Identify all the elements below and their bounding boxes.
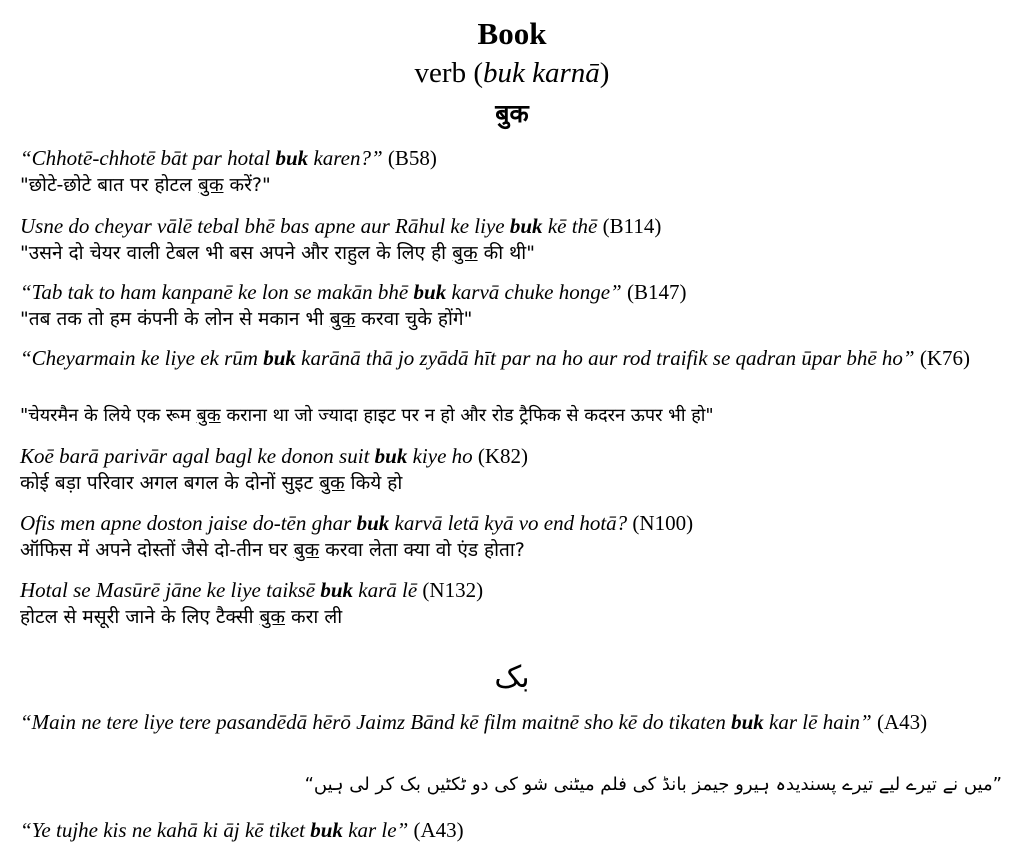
lat-part: “Tab tak to ham kanpanē ke lon se makān bhē xyxy=(20,280,414,304)
pos-transliteration: buk karnā xyxy=(482,57,600,89)
keyword: buk xyxy=(310,818,343,842)
hin-keyword: बुक xyxy=(319,472,345,494)
hin-part: करें?" xyxy=(223,174,271,196)
hin-part: कराना था जो ज्यादा हाइट पर न हो और रोड ट्रैफिक से कदरन ऊपर भी हो" xyxy=(220,405,714,426)
lat-part: karānā thā jo zyādā hīt par na ho aur rod traifik se qadran ūpar bhē ho” xyxy=(295,346,915,370)
example-devanagari xyxy=(20,306,472,333)
hin-keyword: बुक xyxy=(198,174,224,196)
lat-part: Usne do cheyar vālē tebal bhē bas apne aur Rāhul ke liye xyxy=(20,214,510,238)
hin-keyword: बुक xyxy=(452,242,478,264)
lat-part: karvā chuke honge” xyxy=(446,280,622,304)
hin-part: करवा चुके होंगे" xyxy=(355,308,473,330)
example-devanagari xyxy=(20,172,271,199)
example-devanagari xyxy=(20,470,402,497)
urdu-heading: بک xyxy=(494,660,530,695)
hin-part: होटल से मसूरी जाने के लिए टैक्सी xyxy=(20,606,260,628)
hin-part: करवा लेता क्या वो एंड होता? xyxy=(319,539,525,561)
example-transliteration xyxy=(20,443,528,469)
lat-part: kē thē xyxy=(542,214,598,238)
lat-part: Hotal se Masūrē jāne ke liye taiksē xyxy=(20,578,321,602)
keyword: buk xyxy=(509,214,543,238)
example-transliteration xyxy=(20,577,483,603)
keyword: buk xyxy=(275,146,309,170)
example-devanagari xyxy=(20,240,535,267)
keyword: buk xyxy=(731,710,764,734)
devanagari-heading: बुक xyxy=(495,99,529,128)
example-transliteration xyxy=(20,145,437,171)
example-transliteration xyxy=(20,279,686,305)
hin-part: "उसने दो चेयर वाली टेबल भी बस अपने और राहुल के लिए ही xyxy=(20,242,453,264)
keyword: buk xyxy=(263,346,296,370)
example-devanagari xyxy=(20,604,342,631)
keyword: buk xyxy=(413,280,447,304)
lat-part: Ofis men apne doston jaise do-tēn ghar xyxy=(20,511,357,535)
example-devanagari xyxy=(20,537,525,564)
lat-part: Koē barā parivār agal bagl ke donon suit xyxy=(20,444,375,468)
lat-part: “Chhotē-chhotē bāt par hotal xyxy=(20,146,276,170)
lat-part: kar le” xyxy=(342,818,409,842)
headword: Book xyxy=(477,16,547,51)
source-ref: (B114) xyxy=(597,214,662,238)
keyword: buk xyxy=(320,578,354,602)
source-ref: (N100) xyxy=(627,511,694,535)
lat-part: karen?” xyxy=(308,146,383,170)
hin-part: कोई बड़ा परिवार अगल बगल के दोनों सुइट xyxy=(20,472,320,494)
hin-part: ऑफिस में अपने दोस्तों जैसे दो-तीन घर xyxy=(20,539,294,561)
keyword: buk xyxy=(356,511,390,535)
source-ref: (K82) xyxy=(472,444,529,468)
part-of-speech xyxy=(0,54,1024,92)
source-ref: (A43) xyxy=(871,710,928,734)
hin-keyword: बुक xyxy=(329,308,356,330)
pos-prefix: verb ( xyxy=(414,57,483,89)
example-transliteration xyxy=(20,817,464,843)
hin-keyword: बुक xyxy=(196,405,221,426)
source-ref: (B147) xyxy=(621,280,687,304)
lat-part: “Main ne tere liye tere pasandēdā hērō Jaimz Bānd kē film maitnē sho kē do tikaten xyxy=(20,710,732,734)
lat-part: kar lē hain” xyxy=(763,710,872,734)
hin-part: "चेयरमैन के लिये एक रूम xyxy=(20,405,197,426)
hin-part: करा ली xyxy=(285,606,343,628)
lat-part: “Cheyarmain ke liye ek rūm xyxy=(20,346,264,370)
lat-part: “Ye tujhe kis ne kahā ki āj kē tiket xyxy=(20,818,311,842)
example-urdu: ”میں نے تیرے لیے تیرے پسندیدہ ہیرو جیمز بانڈ کی فلم میٹنی شو کی دو ٹکٹیں بک کر لی ہیں“ xyxy=(304,774,1002,795)
hin-part: "छोटे-छोटे बात पर होटल xyxy=(20,174,199,196)
example-transliteration xyxy=(20,345,1005,371)
keyword: buk xyxy=(374,444,408,468)
example-devanagari xyxy=(20,402,714,429)
lat-part: karā lē xyxy=(353,578,418,602)
hin-part: किये हो xyxy=(344,472,403,494)
source-ref: (N132) xyxy=(417,578,484,602)
source-ref: (A43) xyxy=(408,818,464,842)
lat-part: karvā letā kyā vo end hotā? xyxy=(389,511,628,535)
hin-part: "तब तक तो हम कंपनी के लोन से मकान भी xyxy=(20,308,330,330)
source-ref: (B58) xyxy=(382,146,437,170)
example-transliteration xyxy=(20,510,693,536)
example-transliteration xyxy=(20,213,661,239)
example-transliteration xyxy=(20,709,1005,735)
hin-part: की थी" xyxy=(477,242,535,264)
hin-keyword: बुक xyxy=(293,539,320,561)
pos-suffix: ) xyxy=(599,57,610,89)
hin-keyword: बुक xyxy=(259,606,285,628)
lat-part: kiye ho xyxy=(407,444,473,468)
source-ref: (K76) xyxy=(914,346,971,370)
